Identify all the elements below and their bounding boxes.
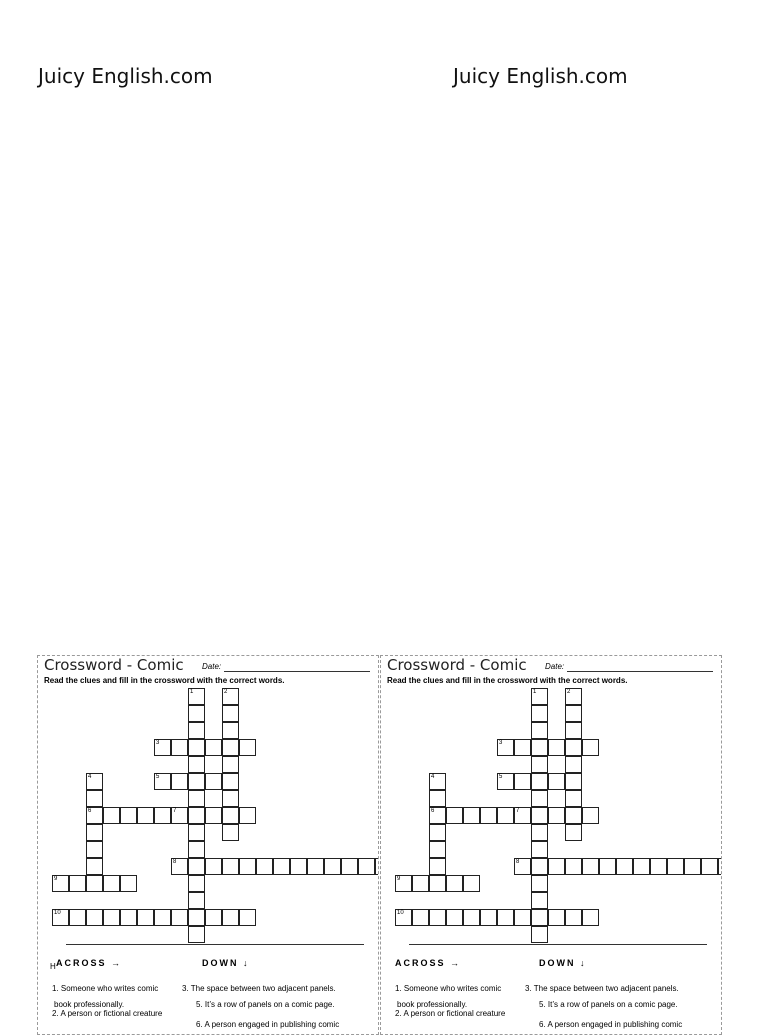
grid-cell[interactable]	[86, 824, 103, 841]
grid-cell[interactable]	[429, 824, 446, 841]
grid-cell[interactable]	[120, 909, 137, 926]
divider	[409, 944, 707, 945]
divider	[66, 944, 364, 945]
grid-cell[interactable]	[429, 790, 446, 807]
grid-cell[interactable]	[188, 705, 205, 722]
worksheet-title: Crossword - Comic	[44, 656, 184, 674]
down-clue: 6. A person engaged in publishing comic	[196, 1020, 340, 1029]
grid-cell[interactable]	[531, 892, 548, 909]
grid-cell[interactable]	[429, 909, 446, 926]
clue-number: 3	[499, 740, 503, 746]
grid-cell[interactable]	[650, 858, 667, 875]
grid-cell[interactable]	[205, 807, 222, 824]
grid-cell[interactable]	[239, 807, 256, 824]
grid-cell[interactable]	[188, 841, 205, 858]
grid-cell[interactable]	[429, 858, 446, 875]
grid-cell[interactable]	[171, 739, 188, 756]
grid-cell[interactable]	[531, 773, 548, 790]
clue-number: 1	[533, 689, 537, 695]
grid-cell[interactable]	[188, 875, 205, 892]
clue-number: 8	[173, 859, 177, 865]
clue-number: 10	[397, 910, 404, 916]
down-clue: 6. A person engaged in publishing comic	[539, 1020, 683, 1029]
grid-cell[interactable]	[463, 807, 480, 824]
stray-mark: H	[50, 962, 56, 971]
across-clue: book professionally.	[54, 1000, 125, 1009]
grid-cell[interactable]	[531, 858, 548, 875]
grid-cell[interactable]	[205, 858, 222, 875]
grid-cell[interactable]	[718, 858, 722, 875]
grid-cell[interactable]	[531, 790, 548, 807]
clue-number: 5	[499, 774, 503, 780]
grid-cell[interactable]	[531, 705, 548, 722]
grid-cell[interactable]	[412, 875, 429, 892]
grid-cell[interactable]	[375, 858, 379, 875]
grid-cell[interactable]	[171, 773, 188, 790]
grid-cell[interactable]	[684, 858, 701, 875]
grid-cell[interactable]	[565, 824, 582, 841]
grid-cell[interactable]	[446, 875, 463, 892]
grid-cell[interactable]	[565, 858, 582, 875]
grid-cell[interactable]	[154, 909, 171, 926]
grid-cell[interactable]	[701, 858, 718, 875]
clue-number: 7	[516, 808, 520, 814]
down-heading: DOWN ↓	[202, 958, 250, 968]
grid-cell[interactable]	[565, 756, 582, 773]
grid-cell[interactable]	[667, 858, 684, 875]
grid-cell[interactable]	[188, 756, 205, 773]
clue-number: 1	[190, 689, 194, 695]
clue-number: 4	[88, 774, 92, 780]
grid-cell[interactable]	[582, 909, 599, 926]
clue-number: 6	[88, 808, 92, 814]
grid-cell[interactable]	[86, 909, 103, 926]
grid-cell[interactable]	[497, 807, 514, 824]
across-clue: 1. Someone who writes comic	[52, 984, 159, 993]
grid-cell[interactable]	[222, 824, 239, 841]
date-label: Date:	[545, 662, 565, 671]
clue-number: 6	[431, 808, 435, 814]
grid-cell[interactable]	[341, 858, 358, 875]
across-heading: ACROSS →	[395, 958, 462, 968]
grid-cell[interactable]	[480, 909, 497, 926]
grid-cell[interactable]	[188, 858, 205, 875]
grid-cell[interactable]	[137, 807, 154, 824]
grid-cell[interactable]	[531, 841, 548, 858]
grid-cell[interactable]	[324, 858, 341, 875]
grid-cell[interactable]	[222, 858, 239, 875]
grid-cell[interactable]	[188, 790, 205, 807]
grid-cell[interactable]	[429, 875, 446, 892]
grid-cell[interactable]	[616, 858, 633, 875]
grid-cell[interactable]	[446, 909, 463, 926]
grid-cell[interactable]	[531, 807, 548, 824]
grid-cell[interactable]	[290, 858, 307, 875]
grid-cell[interactable]	[171, 909, 188, 926]
grid-cell[interactable]	[222, 756, 239, 773]
grid-cell[interactable]	[256, 858, 273, 875]
grid-cell[interactable]	[69, 909, 86, 926]
grid-cell[interactable]	[222, 773, 239, 790]
grid-cell[interactable]	[86, 790, 103, 807]
grid-cell[interactable]	[548, 773, 565, 790]
grid-cell[interactable]	[222, 790, 239, 807]
grid-cell[interactable]	[222, 807, 239, 824]
grid-cell[interactable]	[86, 858, 103, 875]
clue-number: 2	[224, 689, 228, 695]
clue-number: 9	[54, 876, 58, 882]
grid-cell[interactable]	[239, 858, 256, 875]
across-clue: 2. A person or fictional creature	[395, 1009, 506, 1018]
grid-cell[interactable]	[205, 739, 222, 756]
grid-cell[interactable]	[582, 858, 599, 875]
grid-cell[interactable]	[154, 807, 171, 824]
grid-cell[interactable]	[531, 824, 548, 841]
grid-cell[interactable]	[103, 909, 120, 926]
across-clue: 2. A person or fictional creature	[52, 1009, 163, 1018]
grid-cell[interactable]	[188, 773, 205, 790]
across-clue: book professionally.	[397, 1000, 468, 1009]
grid-cell[interactable]	[205, 773, 222, 790]
grid-cell[interactable]	[463, 875, 480, 892]
brand-text-right: Juicy English.com	[453, 64, 628, 88]
down-clue: 3. The space between two adjacent panels.	[182, 984, 336, 993]
grid-cell[interactable]	[239, 739, 256, 756]
grid-cell[interactable]	[86, 841, 103, 858]
grid-cell[interactable]	[565, 705, 582, 722]
grid-cell[interactable]	[222, 739, 239, 756]
grid-cell[interactable]	[205, 909, 222, 926]
grid-cell[interactable]	[69, 875, 86, 892]
grid-cell[interactable]	[565, 909, 582, 926]
grid-cell[interactable]	[120, 807, 137, 824]
down-heading: DOWN ↓	[539, 958, 587, 968]
grid-cell[interactable]	[582, 739, 599, 756]
grid-cell[interactable]	[548, 858, 565, 875]
grid-cell[interactable]	[188, 892, 205, 909]
grid-cell[interactable]	[531, 722, 548, 739]
grid-cell[interactable]	[358, 858, 375, 875]
clue-number: 9	[397, 876, 401, 882]
grid-cell[interactable]	[565, 739, 582, 756]
across-clue: 1. Someone who writes comic	[395, 984, 502, 993]
grid-cell[interactable]	[531, 909, 548, 926]
date-line[interactable]	[224, 671, 370, 672]
grid-cell[interactable]	[480, 807, 497, 824]
grid-cell[interactable]	[565, 722, 582, 739]
crossword-worksheet-left	[37, 655, 379, 1035]
grid-cell[interactable]	[103, 875, 120, 892]
grid-cell[interactable]	[412, 909, 429, 926]
grid-cell[interactable]	[188, 824, 205, 841]
grid-cell[interactable]	[429, 841, 446, 858]
grid-cell[interactable]	[531, 756, 548, 773]
clue-number: 2	[567, 689, 571, 695]
grid-cell[interactable]	[188, 722, 205, 739]
date-line[interactable]	[567, 671, 713, 672]
grid-cell[interactable]	[446, 807, 463, 824]
grid-cell[interactable]	[188, 739, 205, 756]
grid-cell[interactable]	[633, 858, 650, 875]
grid-cell[interactable]	[463, 909, 480, 926]
clue-number: 3	[156, 740, 160, 746]
grid-cell[interactable]	[514, 773, 531, 790]
instructions: Read the clues and fill in the crossword with the correct words.	[387, 676, 628, 685]
clue-number: 5	[156, 774, 160, 780]
clue-number: 10	[54, 910, 61, 916]
grid-cell[interactable]	[514, 739, 531, 756]
down-clue: 5. It’s a row of panels on a comic page.	[196, 1000, 335, 1009]
grid-cell[interactable]	[188, 926, 205, 943]
grid-cell[interactable]	[565, 790, 582, 807]
grid-cell[interactable]	[531, 926, 548, 943]
grid-cell[interactable]	[307, 858, 324, 875]
down-clue: 5. It’s a row of panels on a comic page.	[539, 1000, 678, 1009]
grid-cell[interactable]	[565, 773, 582, 790]
grid-cell[interactable]	[531, 875, 548, 892]
down-clue: 3. The space between two adjacent panels.	[525, 984, 679, 993]
grid-cell[interactable]	[239, 909, 256, 926]
grid-cell[interactable]	[514, 909, 531, 926]
instructions: Read the clues and fill in the crossword with the correct words.	[44, 676, 285, 685]
grid-cell[interactable]	[548, 807, 565, 824]
grid-cell[interactable]	[548, 739, 565, 756]
clue-number: 4	[431, 774, 435, 780]
grid-cell[interactable]	[188, 807, 205, 824]
grid-cell[interactable]	[222, 705, 239, 722]
grid-cell[interactable]	[273, 858, 290, 875]
grid-cell[interactable]	[120, 875, 137, 892]
grid-cell[interactable]	[222, 909, 239, 926]
grid-cell[interactable]	[497, 909, 514, 926]
clue-number: 8	[516, 859, 520, 865]
grid-cell[interactable]	[86, 875, 103, 892]
grid-cell[interactable]	[599, 858, 616, 875]
grid-cell[interactable]	[188, 909, 205, 926]
grid-cell[interactable]	[531, 739, 548, 756]
worksheet-title: Crossword - Comic	[387, 656, 527, 674]
grid-cell[interactable]	[222, 722, 239, 739]
across-heading: ACROSS →	[56, 958, 123, 968]
grid-cell[interactable]	[565, 807, 582, 824]
crossword-worksheet-right	[380, 655, 722, 1035]
date-label: Date:	[202, 662, 222, 671]
brand-text-left: Juicy English.com	[38, 64, 213, 88]
grid-cell[interactable]	[103, 807, 120, 824]
grid-cell[interactable]	[582, 807, 599, 824]
clue-number: 7	[173, 808, 177, 814]
grid-cell[interactable]	[548, 909, 565, 926]
grid-cell[interactable]	[137, 909, 154, 926]
